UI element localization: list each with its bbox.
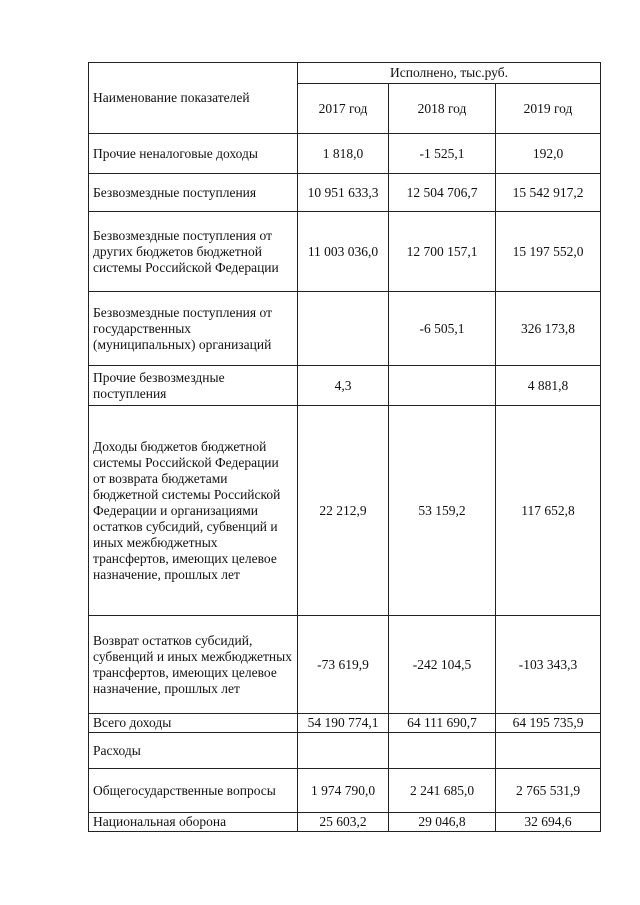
row-value-2017: 25 603,2	[298, 813, 389, 832]
row-value-2018: 64 111 690,7	[389, 714, 496, 733]
table-row	[89, 769, 601, 813]
table-row	[89, 134, 601, 174]
row-value-2019: 2 765 531,9	[496, 769, 601, 813]
row-name: Безвозмездные поступления от государственных (муниципальных) организаций	[89, 292, 298, 366]
row-value-2019: 326 173,8	[496, 292, 601, 366]
row-value-2018: 12 700 157,1	[389, 212, 496, 292]
row-name: Доходы бюджетов бюджетной системы Российской Федерации от возврата бюджетами бюджетной системы Российской Федерации и организациями остатков субсидий, субвенций и иных межбюджетных трансфертов, имеющих целевое назначение, прошлых лет	[89, 406, 298, 616]
table-row	[89, 616, 601, 714]
row-value-2019: 64 195 735,9	[496, 714, 601, 733]
row-value-2018: 2 241 685,0	[389, 769, 496, 813]
row-value-2017	[298, 292, 389, 366]
row-value-2018: 12 504 706,7	[389, 174, 496, 212]
table-row	[89, 406, 601, 616]
header-executed-cell: Исполнено, тыс.руб.	[298, 63, 601, 84]
row-value-2017	[298, 733, 389, 769]
header-name-cell: Наименование показателей	[89, 63, 298, 134]
row-name: Возврат остатков субсидий, субвенций и иных межбюджетных трансфертов, имеющих целевое назначение, прошлых лет	[89, 616, 298, 714]
row-value-2018: -6 505,1	[389, 292, 496, 366]
table-row-total	[89, 714, 601, 733]
row-value-2017: 10 951 633,3	[298, 174, 389, 212]
row-value-2017: 11 003 036,0	[298, 212, 389, 292]
row-value-2018: 29 046,8	[389, 813, 496, 832]
row-value-2019: 15 197 552,0	[496, 212, 601, 292]
row-value-2018	[389, 366, 496, 406]
table-row	[89, 212, 601, 292]
table-row	[89, 813, 601, 832]
budget-table	[88, 62, 601, 832]
header-year-2018: 2018 год	[389, 84, 496, 134]
row-value-2017: 1 974 790,0	[298, 769, 389, 813]
row-name: Прочие безвозмездные поступления	[89, 366, 298, 406]
row-name: Национальная оборона	[89, 813, 298, 832]
row-name: Расходы	[89, 733, 298, 769]
row-value-2017: 22 212,9	[298, 406, 389, 616]
row-name: Безвозмездные поступления	[89, 174, 298, 212]
header-row-top	[89, 63, 601, 84]
header-year-2017: 2017 год	[298, 84, 389, 134]
row-name: Прочие неналоговые доходы	[89, 134, 298, 174]
row-value-2019: 15 542 917,2	[496, 174, 601, 212]
row-value-2019: -103 343,3	[496, 616, 601, 714]
row-value-2019	[496, 733, 601, 769]
row-value-2019: 192,0	[496, 134, 601, 174]
row-value-2019: 32 694,6	[496, 813, 601, 832]
table-row	[89, 174, 601, 212]
row-value-2017: 54 190 774,1	[298, 714, 389, 733]
row-value-2017: -73 619,9	[298, 616, 389, 714]
row-value-2019: 117 652,8	[496, 406, 601, 616]
row-value-2017: 1 818,0	[298, 134, 389, 174]
row-name: Всего доходы	[89, 714, 298, 733]
row-value-2018	[389, 733, 496, 769]
row-value-2019: 4 881,8	[496, 366, 601, 406]
row-value-2018: 53 159,2	[389, 406, 496, 616]
row-name: Общегосударственные вопросы	[89, 769, 298, 813]
row-value-2018: -242 104,5	[389, 616, 496, 714]
table-row	[89, 292, 601, 366]
row-value-2018: -1 525,1	[389, 134, 496, 174]
table-row	[89, 366, 601, 406]
table-row-section	[89, 733, 601, 769]
row-value-2017: 4,3	[298, 366, 389, 406]
header-year-2019: 2019 год	[496, 84, 601, 134]
row-name: Безвозмездные поступления от других бюджетов бюджетной системы Российской Федерации	[89, 212, 298, 292]
